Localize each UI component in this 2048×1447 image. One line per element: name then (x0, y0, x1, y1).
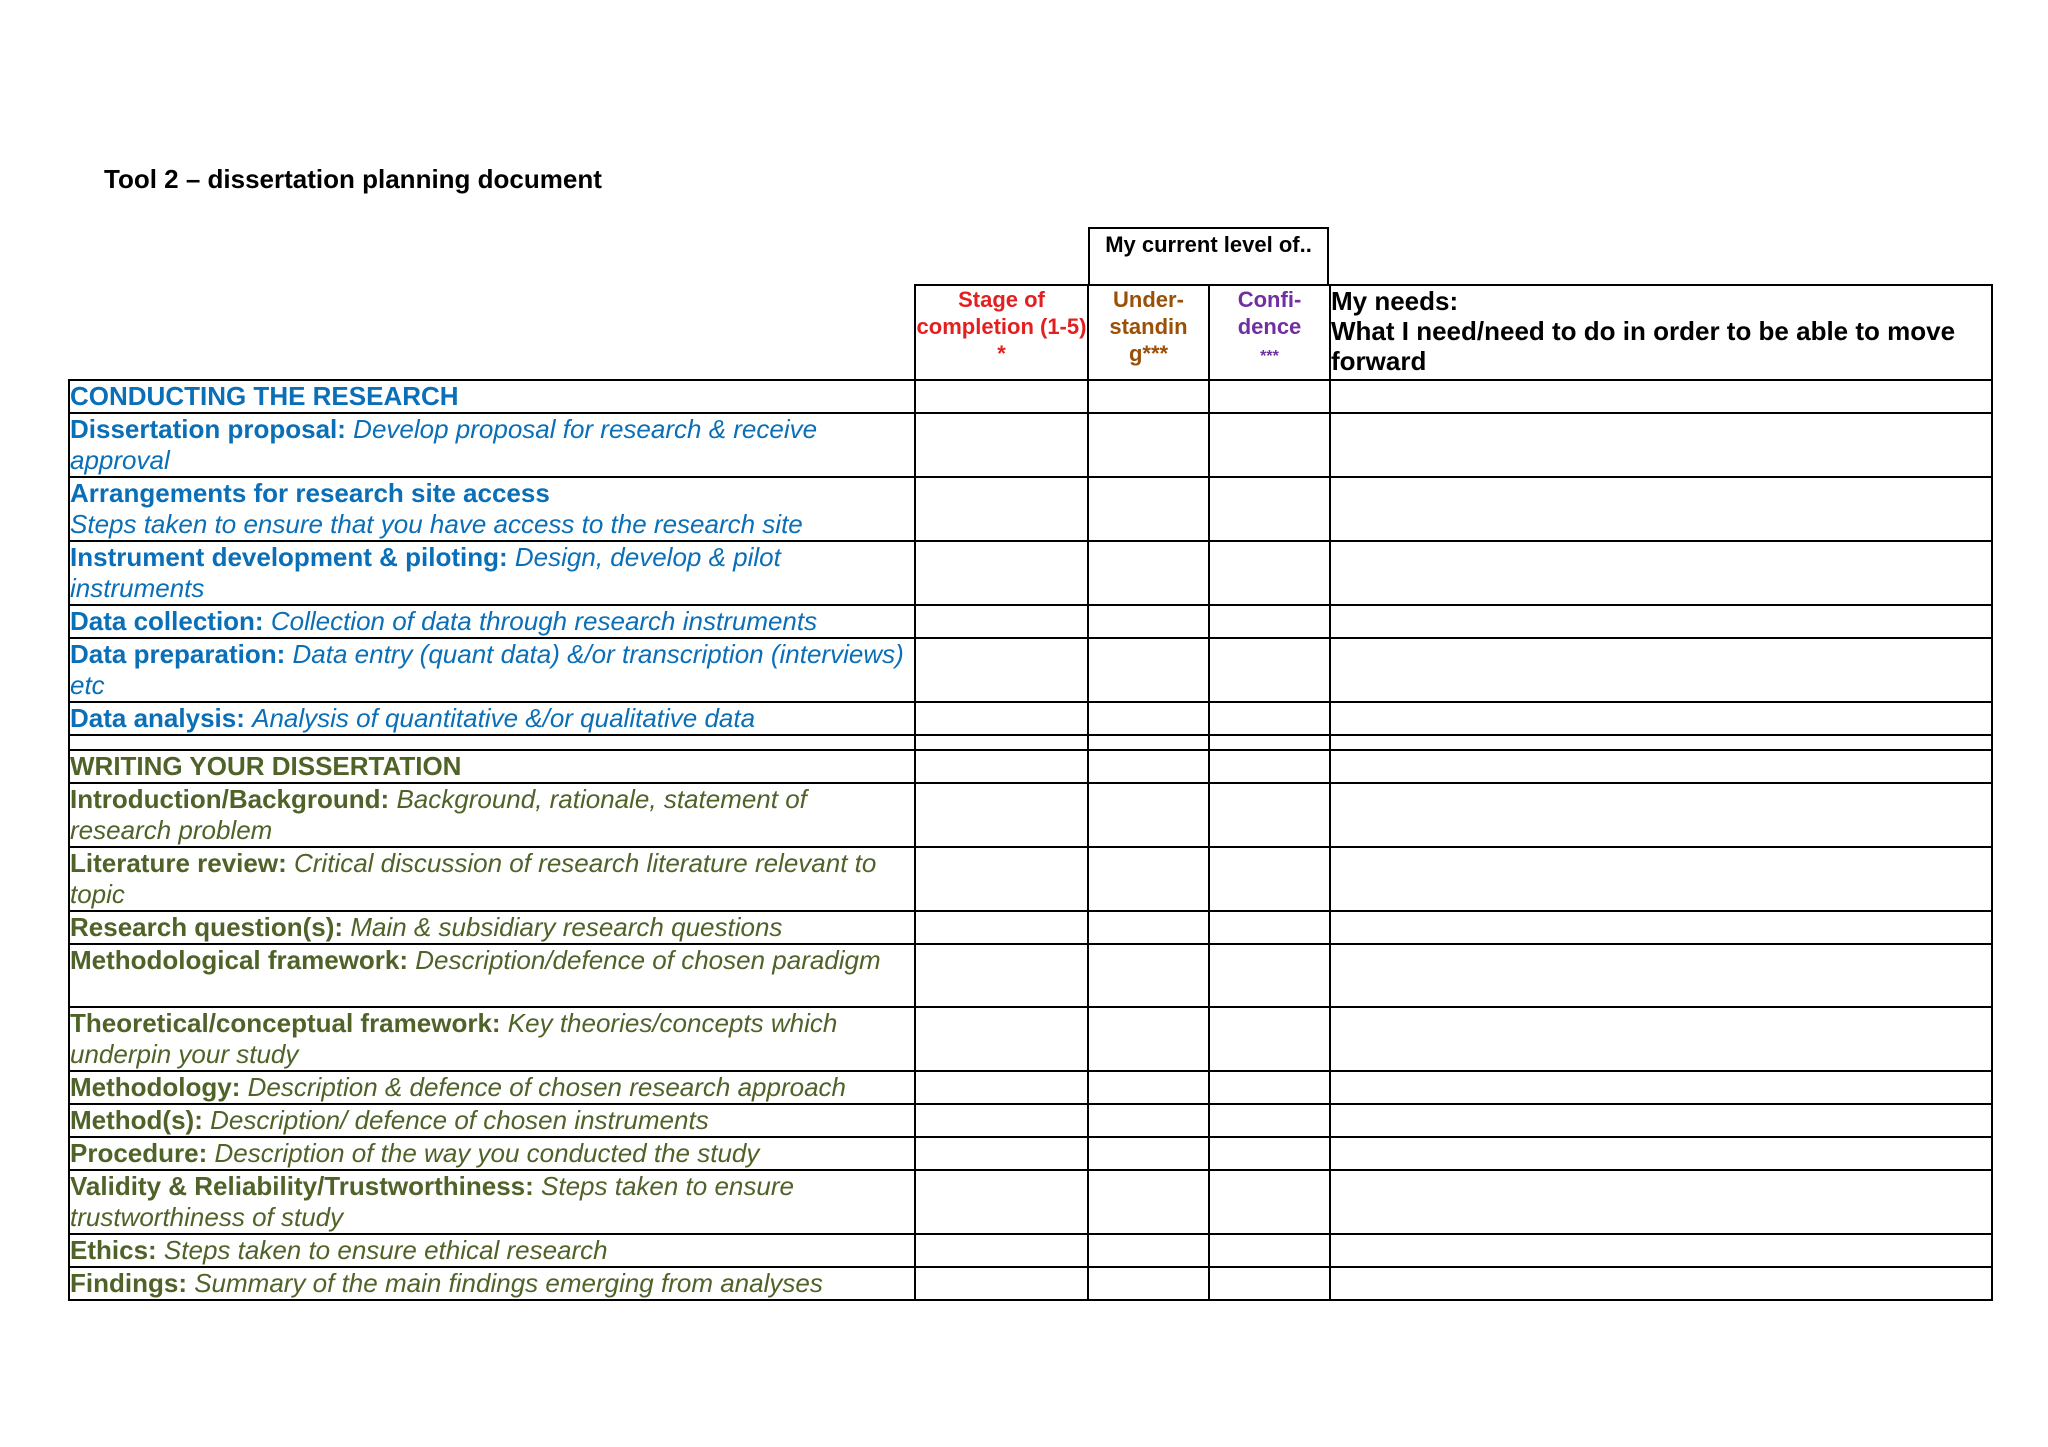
task-cell (69, 1007, 915, 1071)
task-term: Methodology: (70, 1072, 241, 1102)
task-description: Analysis of quantitative &/or qualitative data (252, 703, 756, 733)
understanding-cell[interactable] (1088, 750, 1209, 783)
confidence-cell[interactable] (1209, 750, 1330, 783)
task-term: Methodological framework: (70, 945, 409, 975)
understanding-cell[interactable] (1088, 1104, 1209, 1137)
task-term: Procedure: (70, 1138, 208, 1168)
needs-cell[interactable] (1330, 944, 1992, 1007)
task-description: Background, rationale, statement of research problem (70, 784, 807, 845)
header-blank-cell (69, 285, 915, 380)
task-cell (69, 1267, 915, 1300)
understanding-cell[interactable] (1088, 477, 1209, 541)
confidence-header-text: Confi-dence (1237, 287, 1302, 339)
task-cell (69, 1104, 915, 1137)
task-cell (69, 541, 915, 605)
task-description: Design, develop & pilot instruments (70, 542, 781, 603)
task-cell (69, 847, 915, 911)
stage-cell[interactable] (915, 1170, 1088, 1234)
confidence-cell[interactable] (1209, 944, 1330, 1007)
task-term: Instrument development & piloting: (70, 542, 508, 572)
task-term: Theoretical/conceptual framework: (70, 1008, 501, 1038)
task-cell (69, 605, 915, 638)
planning-table-body (69, 380, 1992, 1300)
stage-header (915, 285, 1088, 380)
current-level-group-header: My current level of.. (1088, 227, 1329, 284)
needs-cell[interactable] (1330, 1007, 1992, 1071)
confidence-cell[interactable] (1209, 783, 1330, 847)
table-row (69, 1234, 1992, 1267)
confidence-cell[interactable] (1209, 1267, 1330, 1300)
needs-header-title: My needs: (1331, 286, 1459, 316)
stage-cell[interactable] (915, 1267, 1088, 1300)
confidence-cell[interactable] (1209, 413, 1330, 477)
needs-cell[interactable] (1330, 1137, 1992, 1170)
confidence-cell[interactable] (1209, 911, 1330, 944)
document-title: Tool 2 – dissertation planning document (104, 164, 602, 194)
needs-cell[interactable] (1330, 638, 1992, 702)
table-row (69, 1267, 1992, 1300)
understanding-cell[interactable] (1088, 944, 1209, 1007)
table-row (69, 413, 1992, 477)
section-heading-cell (69, 380, 915, 413)
section-heading-row (69, 380, 1992, 413)
task-description: Description & defence of chosen research approach (247, 1072, 847, 1102)
section-heading: CONDUCTING THE RESEARCH (70, 381, 459, 411)
table-row (69, 541, 1992, 605)
understanding-cell[interactable] (1088, 1234, 1209, 1267)
stage-cell[interactable] (915, 1137, 1088, 1170)
spacer-cell (1330, 735, 1992, 750)
stage-cell[interactable] (915, 605, 1088, 638)
stage-cell[interactable] (915, 380, 1088, 413)
confidence-header-stars: *** (1260, 348, 1279, 365)
confidence-cell[interactable] (1209, 847, 1330, 911)
task-description: Steps taken to ensure that you have access to the research site (70, 509, 803, 539)
task-description: Key theories/concepts which underpin your study (70, 1008, 838, 1069)
task-description: Steps taken to ensure trustworthiness of study (70, 1171, 794, 1232)
understanding-cell[interactable] (1088, 413, 1209, 477)
task-term: Validity & Reliability/Trustworthiness: (70, 1171, 534, 1201)
task-term: Arrangements for research site access (70, 478, 550, 508)
table-row (69, 911, 1992, 944)
understanding-cell[interactable] (1088, 1137, 1209, 1170)
confidence-cell[interactable] (1209, 1071, 1330, 1104)
stage-cell[interactable] (915, 750, 1088, 783)
spacer-cell (69, 735, 915, 750)
confidence-cell[interactable] (1209, 541, 1330, 605)
section-heading-row (69, 750, 1992, 783)
task-term: Method(s): (70, 1105, 203, 1135)
table-row (69, 944, 1992, 1007)
task-cell (69, 413, 915, 477)
needs-cell[interactable] (1330, 911, 1992, 944)
table-row (69, 1170, 1992, 1234)
stage-cell[interactable] (915, 638, 1088, 702)
understanding-cell[interactable] (1088, 1007, 1209, 1071)
table-row (69, 1071, 1992, 1104)
task-term: Data preparation: (70, 639, 286, 669)
task-term: Data analysis: (70, 703, 245, 733)
needs-cell[interactable] (1330, 1267, 1992, 1300)
confidence-cell[interactable] (1209, 638, 1330, 702)
task-description: Main & subsidiary research questions (350, 912, 783, 942)
stage-cell[interactable] (915, 944, 1088, 1007)
confidence-cell[interactable] (1209, 702, 1330, 735)
confidence-cell[interactable] (1209, 1170, 1330, 1234)
table-row (69, 783, 1992, 847)
header-row (69, 285, 1992, 380)
understanding-cell[interactable] (1088, 847, 1209, 911)
needs-cell[interactable] (1330, 702, 1992, 735)
needs-cell[interactable] (1330, 413, 1992, 477)
task-term: Ethics: (70, 1235, 157, 1265)
task-cell (69, 783, 915, 847)
stage-header-text: Stage of completion (1-5) * (916, 287, 1087, 366)
confidence-cell[interactable] (1209, 1007, 1330, 1071)
understanding-header-text: Under-standin g*** (1109, 287, 1188, 366)
section-spacer-row (69, 735, 1992, 750)
task-description: Summary of the main findings emerging from analyses (194, 1268, 823, 1298)
confidence-cell[interactable] (1209, 380, 1330, 413)
understanding-cell[interactable] (1088, 1267, 1209, 1300)
table-row (69, 702, 1992, 735)
needs-cell[interactable] (1330, 1071, 1992, 1104)
stage-cell[interactable] (915, 413, 1088, 477)
stage-cell[interactable] (915, 1104, 1088, 1137)
needs-cell[interactable] (1330, 750, 1992, 783)
needs-header-subtitle: What I need/need to do in order to be able to move forward (1331, 316, 1956, 376)
stage-cell[interactable] (915, 847, 1088, 911)
task-cell (69, 911, 915, 944)
spacer-cell (1088, 735, 1209, 750)
stage-cell[interactable] (915, 1234, 1088, 1267)
stage-cell[interactable] (915, 1071, 1088, 1104)
section-heading-cell (69, 750, 915, 783)
task-cell (69, 1170, 915, 1234)
planning-table (68, 284, 1993, 1301)
confidence-cell[interactable] (1209, 1104, 1330, 1137)
understanding-cell[interactable] (1088, 638, 1209, 702)
understanding-cell[interactable] (1088, 380, 1209, 413)
task-term: Research question(s): (70, 912, 344, 942)
section-heading: WRITING YOUR DISSERTATION (70, 751, 462, 781)
task-cell (69, 1071, 915, 1104)
needs-header (1330, 285, 1992, 380)
table-row (69, 1007, 1992, 1071)
task-description: Description/defence of chosen paradigm (415, 945, 881, 975)
confidence-cell[interactable] (1209, 1234, 1330, 1267)
understanding-header (1088, 285, 1209, 380)
task-cell (69, 638, 915, 702)
needs-cell[interactable] (1330, 847, 1992, 911)
stage-cell[interactable] (915, 783, 1088, 847)
task-description: Description/ defence of chosen instruments (210, 1105, 709, 1135)
task-description: Steps taken to ensure ethical research (163, 1235, 608, 1265)
task-term: Introduction/Background: (70, 784, 390, 814)
needs-cell[interactable] (1330, 1104, 1992, 1137)
stage-cell[interactable] (915, 541, 1088, 605)
confidence-cell[interactable] (1209, 477, 1330, 541)
understanding-cell[interactable] (1088, 1170, 1209, 1234)
task-term: Data collection: (70, 606, 264, 636)
stage-cell[interactable] (915, 1007, 1088, 1071)
task-description: Collection of data through research instruments (270, 606, 818, 636)
task-cell (69, 1234, 915, 1267)
task-cell (69, 477, 915, 541)
task-cell (69, 702, 915, 735)
needs-cell[interactable] (1330, 1234, 1992, 1267)
table-row (69, 477, 1992, 541)
task-term: Findings: (70, 1268, 187, 1298)
task-cell (69, 1137, 915, 1170)
task-cell (69, 944, 915, 1007)
table-row (69, 605, 1992, 638)
needs-cell[interactable] (1330, 477, 1992, 541)
spacer-cell (1209, 735, 1330, 750)
confidence-header (1209, 285, 1330, 380)
needs-cell[interactable] (1330, 380, 1992, 413)
understanding-cell[interactable] (1088, 911, 1209, 944)
understanding-cell[interactable] (1088, 541, 1209, 605)
stage-cell[interactable] (915, 911, 1088, 944)
table-row (69, 847, 1992, 911)
task-description: Data entry (quant data) &/or transcription (interviews) etc (70, 639, 904, 700)
table-row (69, 1104, 1992, 1137)
understanding-cell[interactable] (1088, 702, 1209, 735)
confidence-cell[interactable] (1209, 605, 1330, 638)
understanding-cell[interactable] (1088, 783, 1209, 847)
table-row (69, 1137, 1992, 1170)
table-row (69, 638, 1992, 702)
stage-cell[interactable] (915, 477, 1088, 541)
task-description: Develop proposal for research & receive approval (70, 414, 818, 475)
needs-cell[interactable] (1330, 605, 1992, 638)
spacer-cell (915, 735, 1088, 750)
task-term: Literature review: (70, 848, 287, 878)
understanding-cell[interactable] (1088, 1071, 1209, 1104)
task-description: Description of the way you conducted the study (214, 1138, 760, 1168)
needs-cell[interactable] (1330, 783, 1992, 847)
task-description: Critical discussion of research literature relevant to topic (70, 848, 877, 909)
needs-cell[interactable] (1330, 541, 1992, 605)
stage-cell[interactable] (915, 702, 1088, 735)
needs-cell[interactable] (1330, 1170, 1992, 1234)
understanding-cell[interactable] (1088, 605, 1209, 638)
confidence-cell[interactable] (1209, 1137, 1330, 1170)
task-term: Dissertation proposal: (70, 414, 346, 444)
